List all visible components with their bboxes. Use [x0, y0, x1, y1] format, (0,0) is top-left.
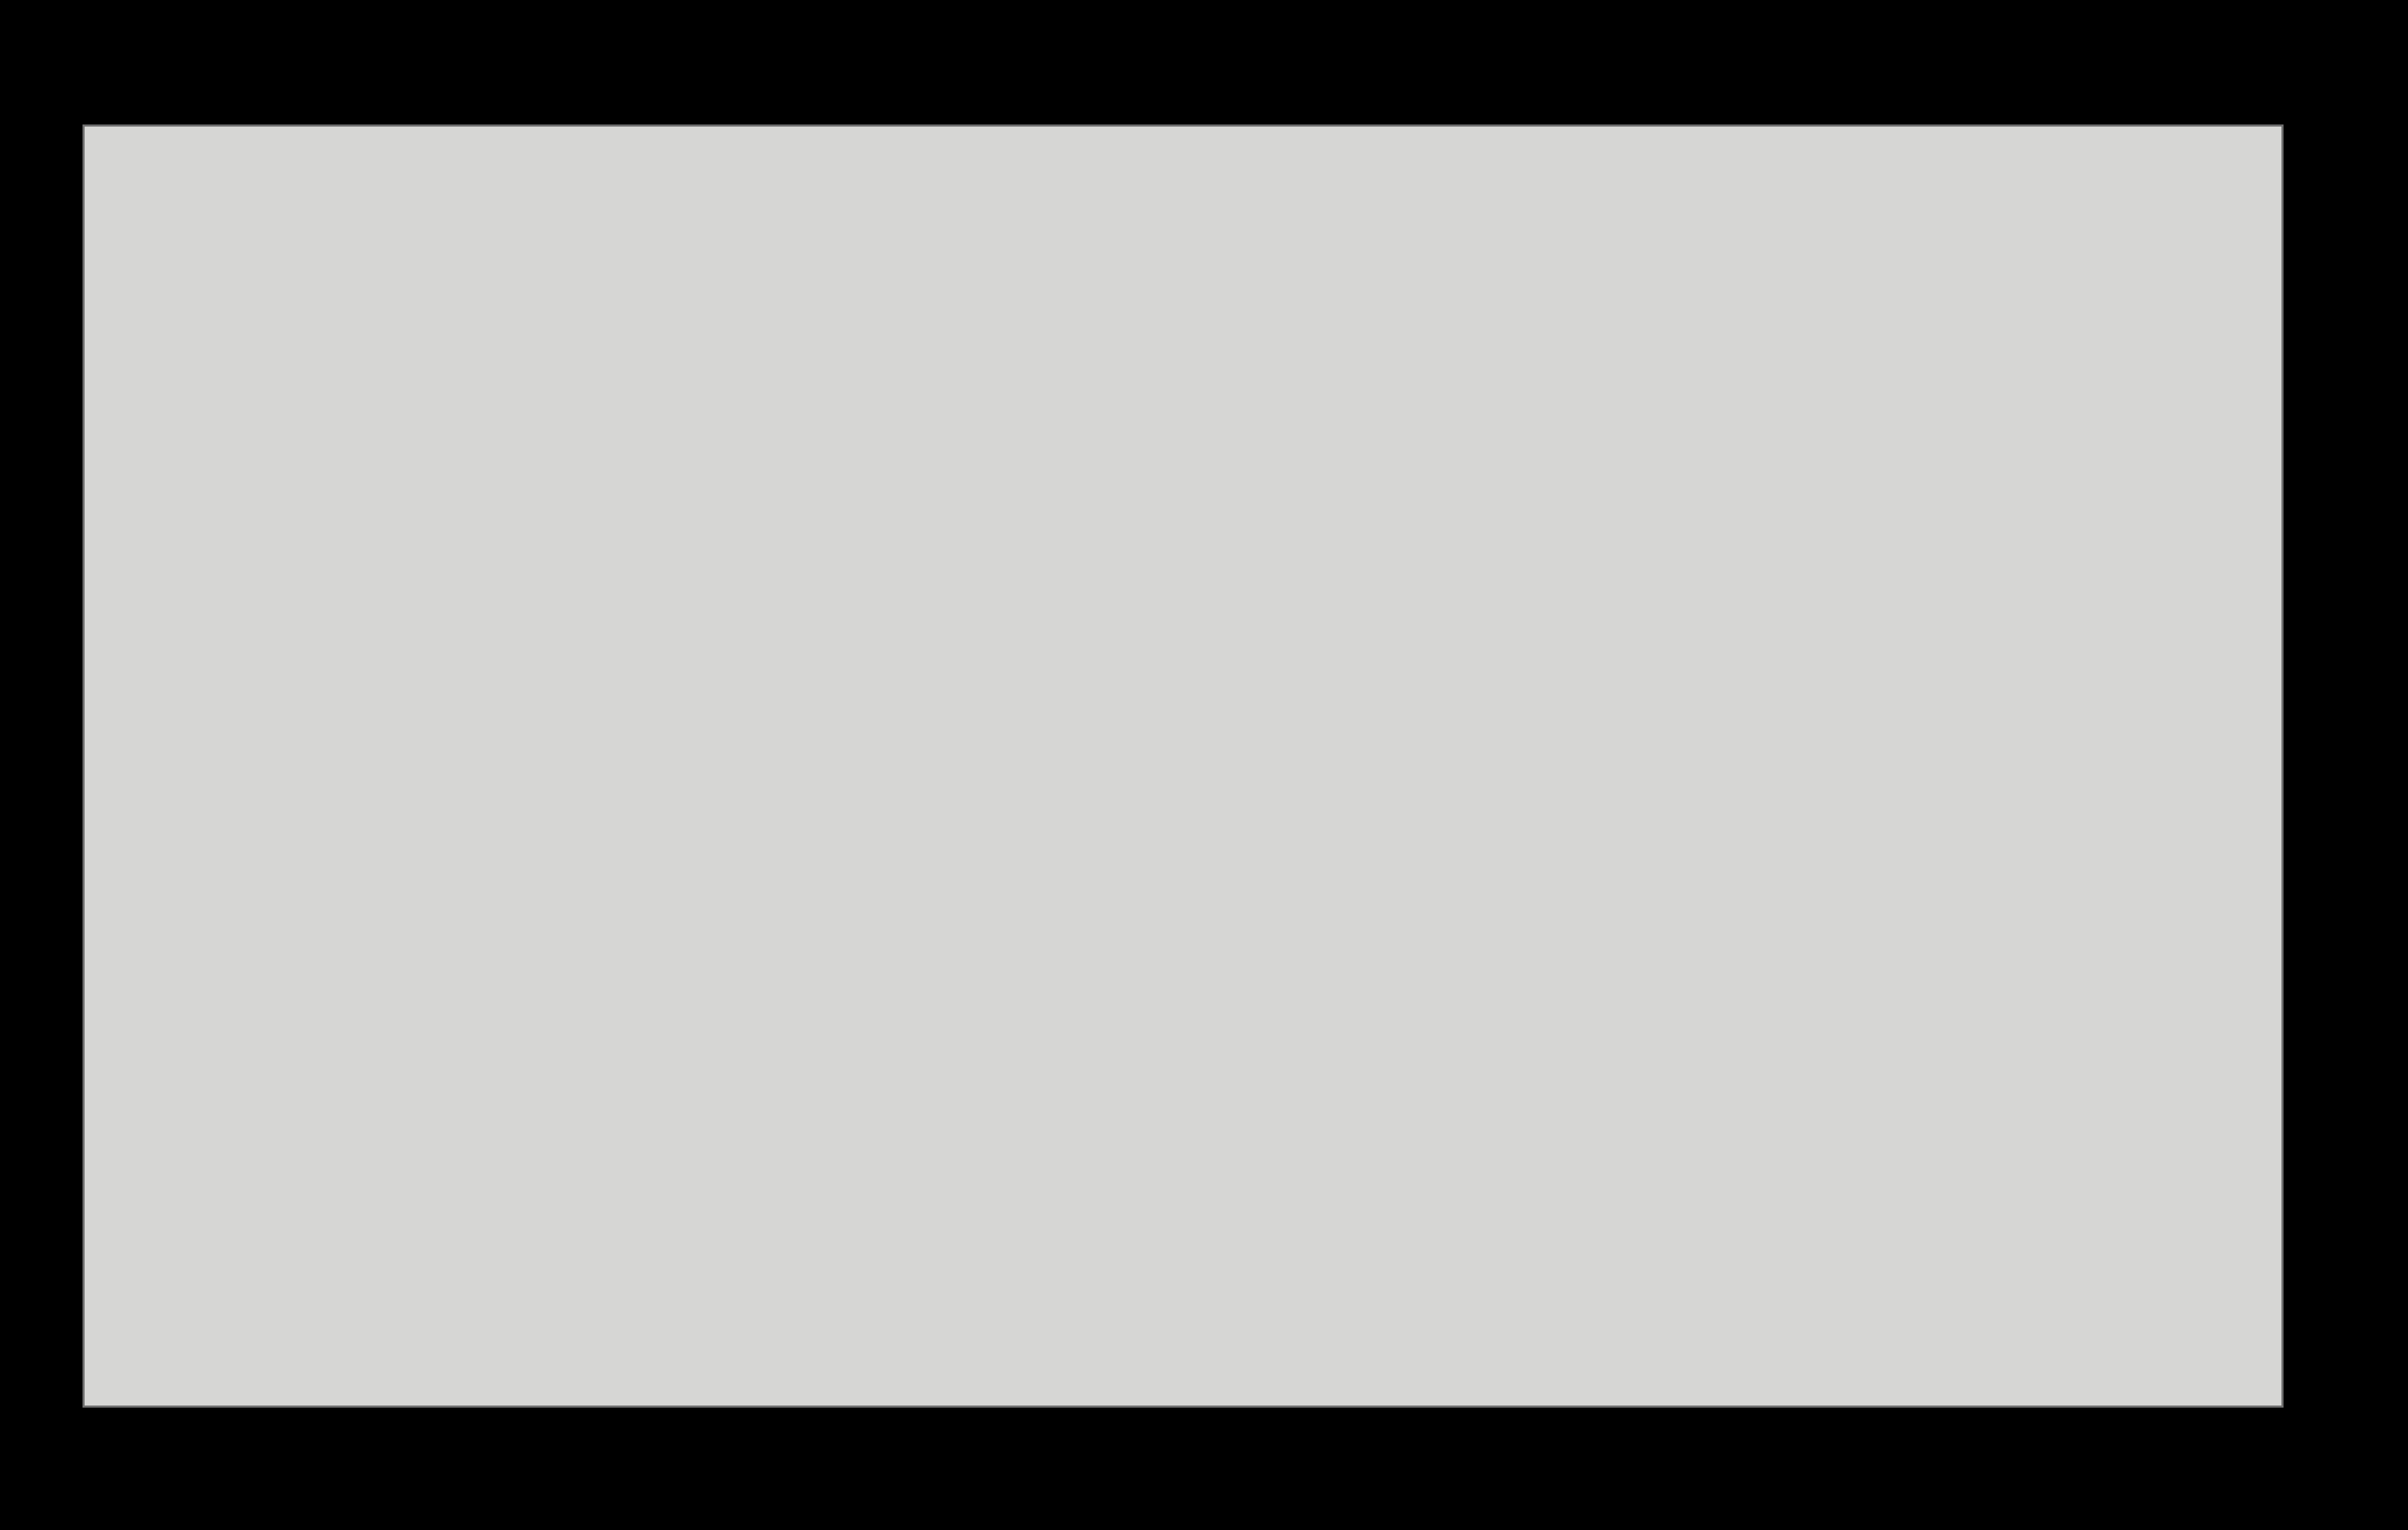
census-card: [83, 124, 2284, 1408]
card-form-drawing: [85, 127, 2284, 1408]
